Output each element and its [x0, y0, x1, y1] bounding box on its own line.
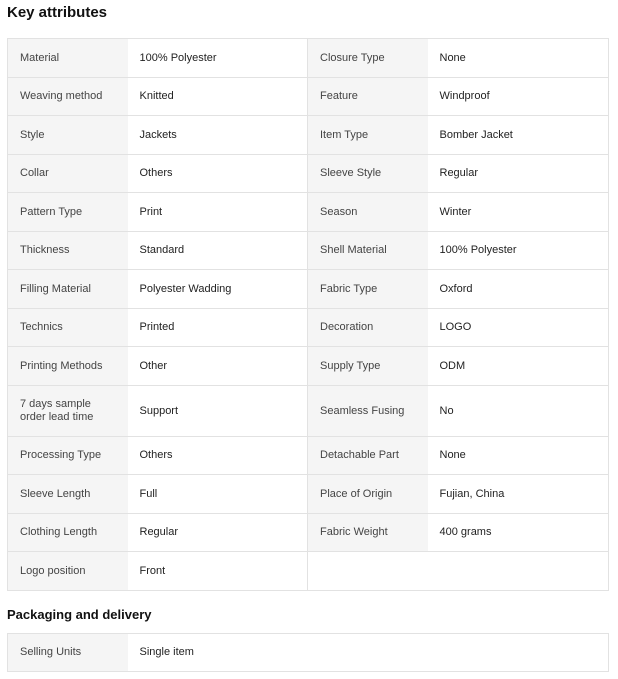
attribute-value: Jackets: [128, 116, 308, 155]
attribute-row: [8, 437, 609, 475]
key-attributes-table: [7, 38, 609, 591]
packaging-table: [7, 633, 609, 672]
attribute-row: [8, 39, 609, 78]
key-attributes-heading: Key attributes: [7, 4, 108, 21]
attribute-label: Filling Material: [8, 270, 128, 309]
packaging-value: Single item: [128, 634, 609, 672]
attribute-row: [8, 270, 609, 309]
attribute-label: Supply Type: [308, 347, 428, 386]
attribute-value: Oxford: [428, 270, 609, 309]
attribute-row: [8, 309, 609, 347]
attribute-value: None: [428, 39, 609, 78]
attribute-value: Full: [128, 475, 308, 514]
attribute-row: [8, 78, 609, 116]
attribute-label: Weaving method: [8, 78, 128, 116]
attribute-value: Standard: [128, 232, 308, 270]
attribute-row: [8, 116, 609, 155]
attribute-row: [8, 475, 609, 514]
attribute-value: Bomber Jacket: [428, 116, 609, 155]
attribute-label: Detachable Part: [308, 437, 428, 475]
attribute-label: Fabric Weight: [308, 514, 428, 552]
attribute-label: Thickness: [8, 232, 128, 270]
attribute-value: No: [428, 386, 609, 437]
attribute-label: Place of Origin: [308, 475, 428, 514]
packaging-label: Selling Units: [8, 634, 128, 672]
attribute-row: [8, 552, 609, 591]
attribute-row: [8, 514, 609, 552]
attribute-value: Windproof: [428, 78, 609, 116]
attribute-value: 100% Polyester: [128, 39, 308, 78]
attribute-label: Printing Methods: [8, 347, 128, 386]
attribute-label: Sleeve Style: [308, 155, 428, 193]
attribute-value: ODM: [428, 347, 609, 386]
attribute-value: Polyester Wadding: [128, 270, 308, 309]
attribute-value: Others: [128, 155, 308, 193]
attribute-label: Seamless Fusing: [308, 386, 428, 437]
attribute-value: Others: [128, 437, 308, 475]
attribute-label: Closure Type: [308, 39, 428, 78]
empty-cell: [428, 552, 609, 591]
attribute-label: Shell Material: [308, 232, 428, 270]
attribute-label: Sleeve Length: [8, 475, 128, 514]
attribute-label: Style: [8, 116, 128, 155]
attribute-value: Other: [128, 347, 308, 386]
attribute-value: Print: [128, 193, 308, 232]
attribute-value: None: [428, 437, 609, 475]
attribute-label: Technics: [8, 309, 128, 347]
empty-cell: [308, 552, 428, 591]
packaging-row: [8, 634, 609, 672]
attribute-value: Regular: [428, 155, 609, 193]
attribute-row: [8, 232, 609, 270]
attribute-row: [8, 155, 609, 193]
packaging-heading: Packaging and delivery: [7, 607, 152, 622]
attribute-row: [8, 386, 609, 437]
attribute-value: Support: [128, 386, 308, 437]
attribute-label: Clothing Length: [8, 514, 128, 552]
attribute-label: Processing Type: [8, 437, 128, 475]
attribute-label: Pattern Type: [8, 193, 128, 232]
attribute-value: Fujian, China: [428, 475, 609, 514]
attribute-row: [8, 193, 609, 232]
attribute-value: 400 grams: [428, 514, 609, 552]
attribute-label: Material: [8, 39, 128, 78]
attribute-row: [8, 347, 609, 386]
attribute-label: Logo position: [8, 552, 128, 591]
attribute-value: Knitted: [128, 78, 308, 116]
attribute-label: Feature: [308, 78, 428, 116]
attribute-label: Decoration: [308, 309, 428, 347]
attribute-label: Fabric Type: [308, 270, 428, 309]
attribute-value: Printed: [128, 309, 308, 347]
attribute-label: Season: [308, 193, 428, 232]
attribute-value: Winter: [428, 193, 609, 232]
attribute-value: Front: [128, 552, 308, 591]
attribute-value: LOGO: [428, 309, 609, 347]
attribute-label: Collar: [8, 155, 128, 193]
attribute-value: 100% Polyester: [428, 232, 609, 270]
attribute-label: 7 days sample order lead time: [8, 386, 128, 437]
attribute-label: Item Type: [308, 116, 428, 155]
attribute-value: Regular: [128, 514, 308, 552]
